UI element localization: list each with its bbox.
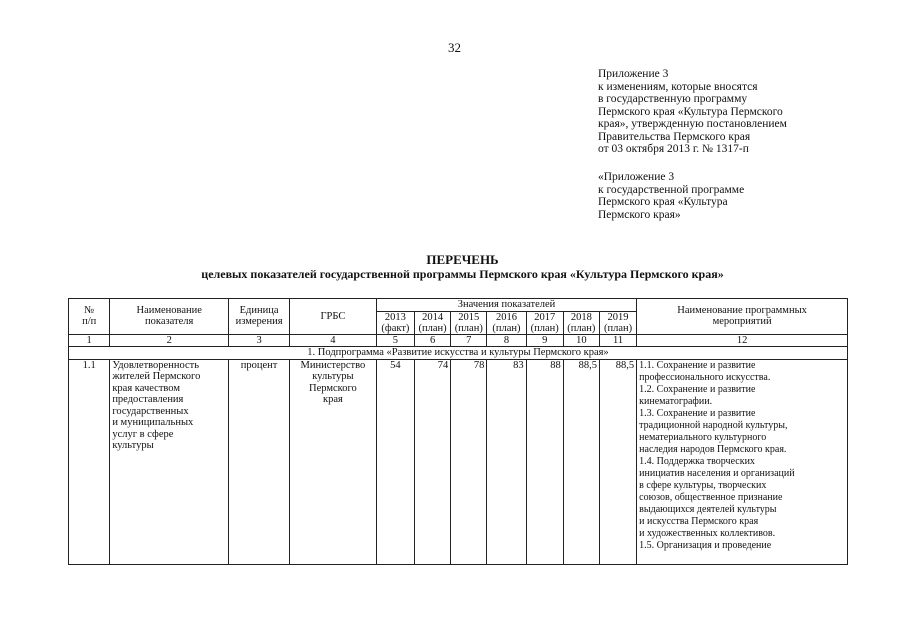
column-number: 10 — [563, 334, 599, 347]
row-value-2019: 88,5 — [599, 359, 636, 564]
year-header — [415, 311, 451, 334]
year-header — [487, 311, 526, 334]
column-number: 6 — [415, 334, 451, 347]
column-number: 11 — [599, 334, 636, 347]
column-number: 7 — [451, 334, 487, 347]
column-number: 1 — [69, 334, 110, 347]
year-type: (план) — [454, 322, 483, 334]
row-value-2014: 74 — [415, 359, 451, 564]
column-number: 3 — [229, 334, 290, 347]
column-number: 4 — [290, 334, 377, 347]
year-type: (план) — [418, 322, 447, 334]
year-label: 2016 — [495, 311, 517, 323]
row-value-2016: 83 — [487, 359, 526, 564]
header-events — [637, 299, 848, 335]
year-header — [451, 311, 487, 334]
year-label: 2018 — [570, 311, 592, 323]
header-grbs-text: ГРБС — [320, 310, 346, 322]
column-number-row — [69, 334, 848, 347]
year-label: 2013 — [384, 311, 406, 323]
indicators-table — [68, 298, 848, 565]
header-unit — [229, 299, 290, 335]
row-num: 1.1 — [69, 359, 110, 564]
row-indicator-name: Удовлетворенность жителей Пермского края качеством предоставления государственных и муниципальных услуг в сфере культуры — [110, 359, 229, 564]
row-value-2013: 54 — [376, 359, 414, 564]
table-row — [69, 359, 848, 564]
row-unit: процент — [229, 359, 290, 564]
header-num-text: № п/п — [82, 304, 97, 328]
year-type: (план) — [492, 322, 521, 334]
row-value-2018: 88,5 — [563, 359, 599, 564]
row-value-2015: 78 — [451, 359, 487, 564]
year-label: 2019 — [607, 311, 629, 323]
header-num — [69, 299, 110, 335]
column-number: 8 — [487, 334, 526, 347]
column-number: 12 — [637, 334, 848, 347]
document-title: ПЕРЕЧЕНЬ — [426, 252, 499, 267]
year-header — [563, 311, 599, 334]
header-grbs — [290, 299, 377, 335]
header-values-group-text: Значения показателей — [457, 299, 556, 310]
header-name — [110, 299, 229, 335]
year-type: (план) — [530, 322, 559, 334]
year-type: (план) — [603, 322, 633, 334]
column-number: 5 — [376, 334, 414, 347]
year-type: (факт) — [381, 322, 410, 334]
row-value-2017: 88 — [526, 359, 563, 564]
appendix-note: Приложение 3 к изменениям, которые вносятся в государственную программу Пермского края «Культура Пермского края», утвержденную постановлением Правительства Пермского края от 03 октября 2013 г. № 1317-п — [598, 68, 787, 155]
year-header — [599, 311, 636, 334]
column-number: 9 — [526, 334, 563, 347]
year-label: 2014 — [422, 311, 444, 323]
year-header — [526, 311, 563, 334]
header-name-text: Наименование показателя — [136, 304, 202, 328]
subprogram-title: 1. Подпрограмма «Развитие искусства и культуры Пермского края» — [69, 347, 848, 360]
subprogram-row — [69, 347, 848, 360]
year-type: (план) — [567, 322, 596, 334]
year-label: 2015 — [458, 311, 480, 323]
page-number: 32 — [448, 40, 461, 55]
header-values-group — [376, 299, 636, 312]
row-program-events: 1.1. Сохранение и развитие профессионального искусства. 1.2. Сохранение и развитие кинематографии. 1.3. Сохранение и развитие традиционной народной культуры, нематериального культурного наследия народов Пермского края. 1.4. Поддержка творческих инициатив населения и организаций в сфере культуры, творческих союзов, общественное признание выдающихся деятелей культуры и искусства Пермского края и художественных коллективов. 1.5. Организация и проведение — [637, 359, 848, 564]
appendix-original-note: «Приложение 3 к государственной программе Пермского края «Культура Пермского края» — [598, 171, 745, 221]
year-header — [376, 311, 414, 334]
column-number: 2 — [110, 334, 229, 347]
document-subtitle: целевых показателей государственной программы Пермского края «Культура Пермского края» — [201, 267, 724, 281]
year-label: 2017 — [534, 311, 556, 323]
header-events-text: Наименование программных мероприятий — [677, 304, 807, 328]
header-unit-text: Единица измерения — [235, 304, 283, 328]
row-grbs: Министерство культуры Пермского края — [290, 359, 377, 564]
